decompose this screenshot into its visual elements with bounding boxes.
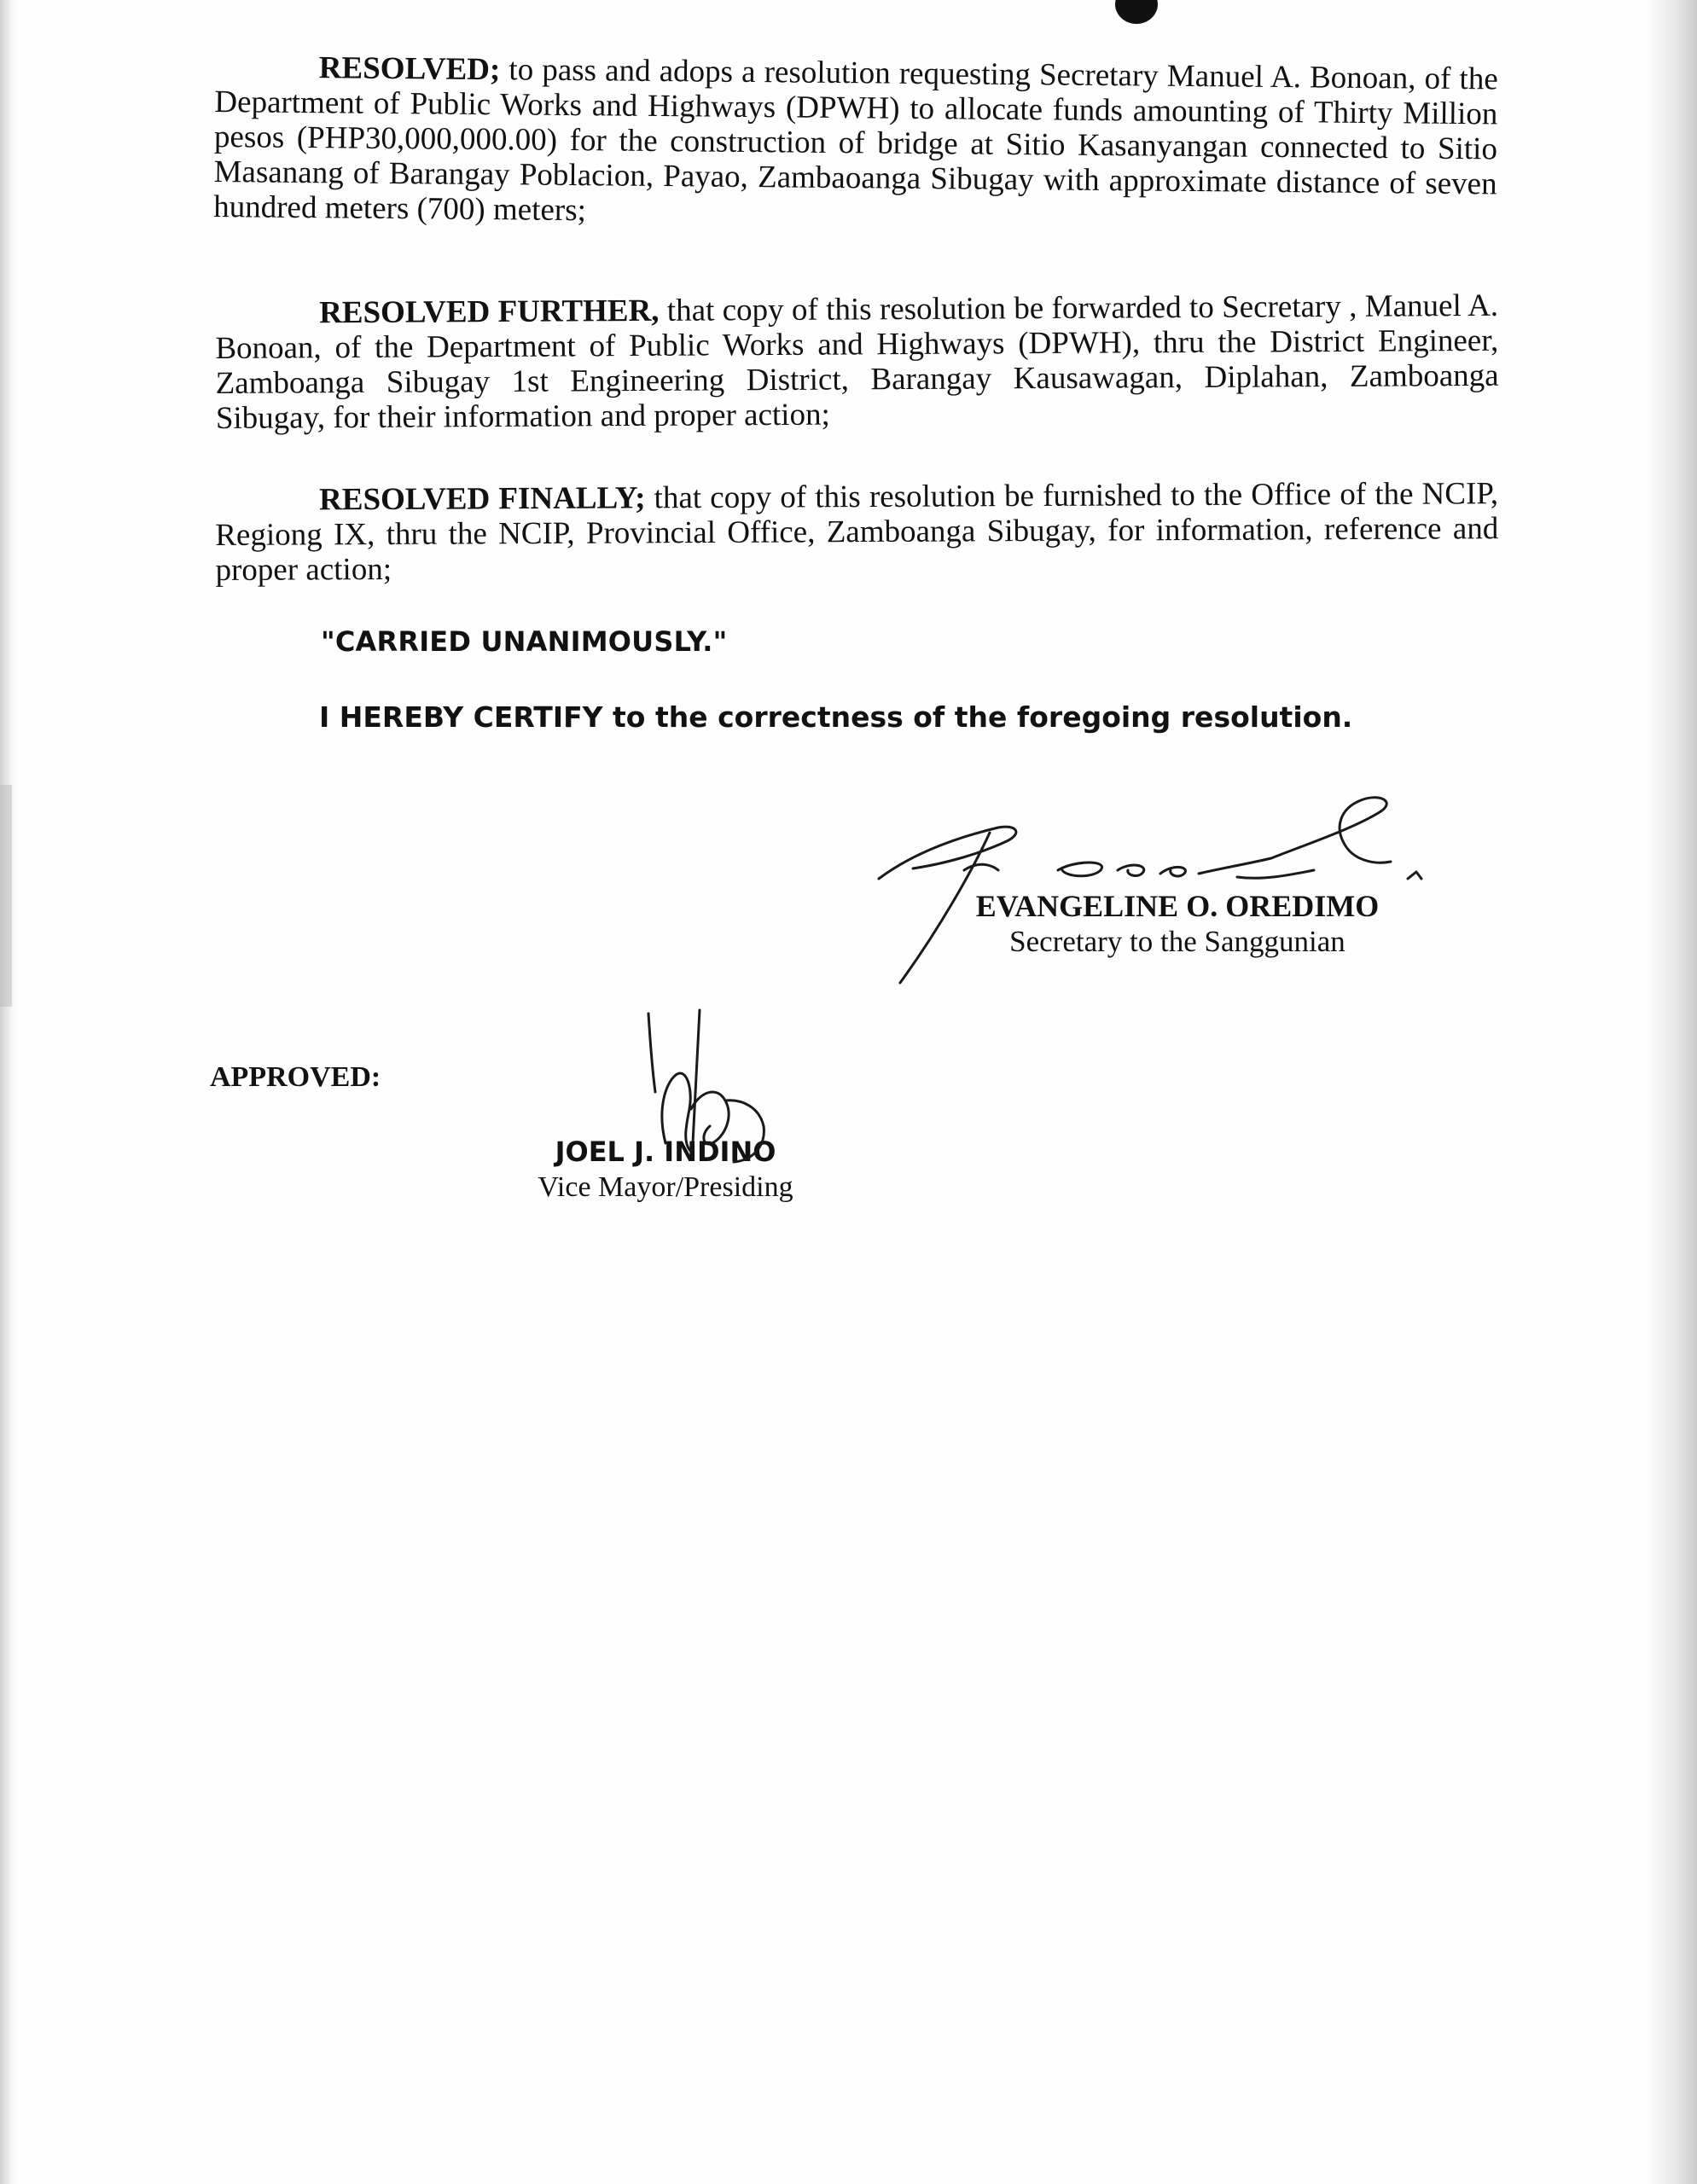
carried-unanimously: "CARRIED UNANIMOUSLY." (321, 625, 728, 658)
vice-mayor-signature (614, 1007, 836, 1211)
resolved-text: to pass and adops a resolution requesting Secretary Manuel A. Bonoan, of the Department of Public Works and Highways (DPWH) to allocate funds amounting of Thirty Million pesos (PHP30,000,000.00) for the construction of bridge at Sitio Kasanyangan connected to Sitio Masanang of Barangay Poblacion, Payao, Zambaoanga Sibugay with approximate distance of seven hundred meters (700) meters; (213, 52, 1498, 229)
resolved-lead: RESOLVED; (318, 50, 501, 88)
vice-mayor-title: Vice Mayor/Presiding (538, 1171, 793, 1203)
certification-statement: I HEREBY CERTIFY to the correctness of the foregoing resolution. (319, 700, 1353, 734)
resolved-further-text: that copy of this resolution be forwarded to Secretary , Manuel A. Bonoan, of the Department of Public Works and Highways (DPWH), thru the District Engineer, Zamboanga Sibugay 1st Engineering District, Barangay Kausawagan, Diplahan, Zamboanga Sibugay, for their information and proper action; (215, 288, 1499, 436)
resolved-finally-lead: RESOLVED FINALLY; (318, 480, 646, 518)
resolved-finally-paragraph (215, 476, 1499, 588)
secretary-title: Secretary to the Sanggunian (1009, 925, 1345, 958)
resolved-paragraph (213, 49, 1498, 236)
secretary-name: EVANGELINE O. OREDIMO (975, 889, 1380, 923)
page-edge-shadow-left (0, 0, 19, 2184)
resolved-further-paragraph (215, 288, 1499, 436)
secretary-signature (862, 785, 1459, 998)
punch-hole (1115, 0, 1158, 24)
page-edge-shadow-right (1646, 0, 1697, 2184)
approved-label: APPROVED: (210, 1061, 381, 1093)
resolved-finally-text: that copy of this resolution be furnished to the Office of the NCIP, Regiong IX, thru the NCIP, Provincial Office, Zamboanga Sibugay, for information, reference and proper action; (215, 476, 1499, 588)
page-edge-shadow-band (0, 785, 12, 1007)
resolved-further-lead: RESOLVED FURTHER, (318, 293, 660, 331)
vice-mayor-name: JOEL J. INDINO (555, 1136, 776, 1168)
